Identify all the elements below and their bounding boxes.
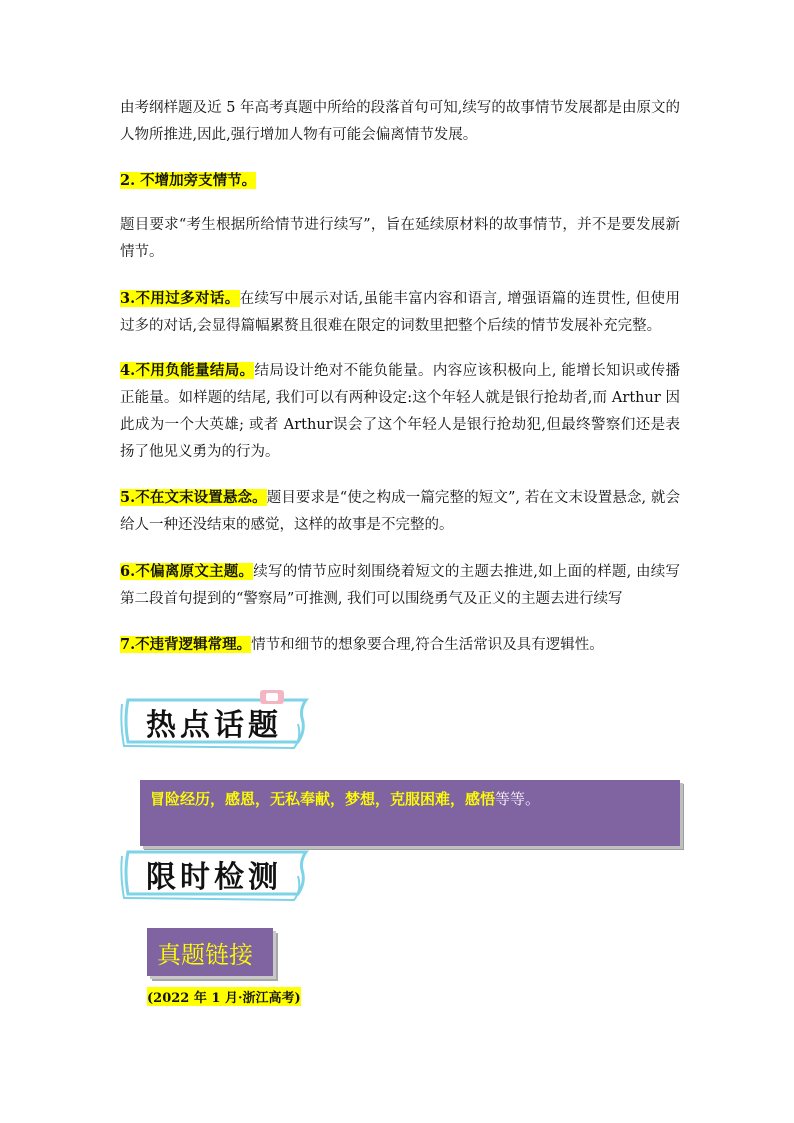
source-label: (2022 年 1 月·浙江高考): [147, 987, 301, 1006]
rule-4-body: 结局设计绝对不能负能量。内容应该积极向上, 能增长知识或传播正能量。如样题的结尾, 我们可以有两种设定:这个年轻人就是银行抢劫者,而 Arthur 因此成为一个大英雄; 或者 Arthur误会了这个年轻人是银行抢劫犯,但最终警察们还是表扬了他见义勇为的行为。: [120, 363, 681, 460]
rule-7-heading: 7.不违背逻辑常理。: [120, 636, 252, 653]
hot-topics-banner: [120, 690, 310, 752]
hot-topics-content: [150, 788, 540, 809]
intro-text: 由考纲样题及近 5 年高考真题中所给的段落首句可知,续写的故事情节发展都是由原文的人物所推进,因此,强行增加人物有可能会偏离情节发展。: [120, 100, 680, 143]
rule-5-heading: 5.不在文末设置悬念。: [120, 489, 267, 506]
rule-3-heading: 3.不用过多对话。: [120, 290, 240, 307]
rule-7: [120, 631, 680, 659]
rule-5: [120, 484, 680, 539]
rule-2-body: [120, 212, 680, 266]
real-link-label: 真题链接: [157, 941, 253, 969]
rule-3-body: 在续写中展示对话,虽能丰富内容和语言, 增强语篇的连贯性, 但使用过多的对话,会显得篇幅累赘且很难在限定的词数里把整个后续的情节发展补充完整。: [120, 291, 680, 334]
rule-2-body-text: 题目要求“考生根据所给情节进行续写”，旨在延续原材料的故事情节，并不是要发展新情节。: [120, 217, 680, 260]
hot-topics-rest: 等等。: [495, 790, 541, 808]
intro-paragraph: [120, 95, 680, 149]
rule-4-heading: 4.不用负能量结局。: [120, 362, 255, 379]
rule-5-body: 题目要求是“使之构成一篇完整的短文”, 若在文末设置悬念, 就会给人一种还没结束的感觉，这样的故事是不完整的。: [120, 490, 680, 533]
rule-4: [120, 357, 680, 466]
rule-6-body: 续写的情节应时刻围绕着短文的主题去推进,如上面的样题, 由续写第二段首句提到的“警察局”可推测, 我们可以围绕勇气及正义的主题去进行续写: [120, 564, 680, 607]
hot-topics-box: [140, 780, 680, 846]
hot-topics-title: 热点话题: [146, 708, 282, 743]
hot-topics-highlight: 冒险经历，感恩，无私奉献，梦想，克服困难，感悟: [150, 790, 496, 808]
timed-test-title: 限时检测: [146, 860, 282, 895]
rule-2-heading: 2. 不增加旁支情节。: [120, 172, 257, 189]
rule-7-body: 情节和细节的想象要合理,符合生活常识及具有逻辑性。: [251, 637, 604, 653]
real-link-box: [147, 928, 273, 976]
rule-6: [120, 558, 680, 613]
timed-test-banner: [120, 842, 310, 904]
rule-3: [120, 285, 680, 340]
rule-6-heading: 6.不偏离原文主题。: [120, 563, 254, 580]
rule-2: [120, 167, 680, 195]
